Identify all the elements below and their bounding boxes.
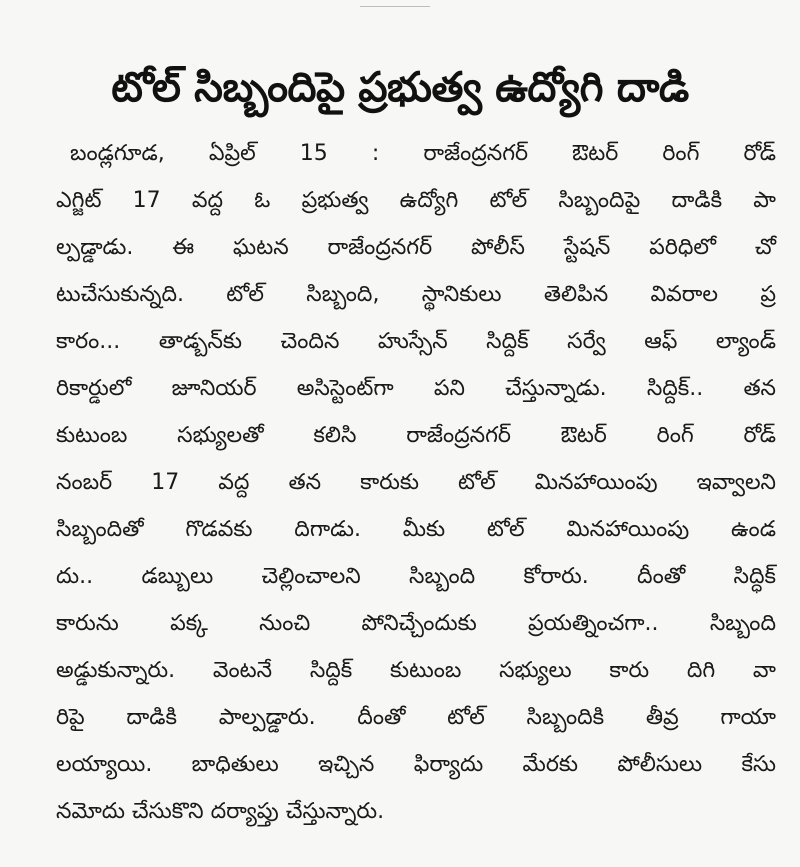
body-line: టుచేసుకున్నది. టోల్ సిబ్బంది, స్థానికులు తెలిపిన వివరాల ప్ర xyxy=(56,282,776,307)
body-line: కారును పక్క నుంచి పోనిచ్చేందుకు ప్రయత్నించగా.. సిబ్బంది xyxy=(56,611,776,636)
article-body xyxy=(56,130,776,835)
body-line: నంబర్ 17 వద్ద తన కారుకు టోల్ మినహాయింపు ఇవ్వాలని xyxy=(56,470,776,495)
body-line: రిపై దాడికి పాల్పడ్డారు. దీంతో టోల్ సిబ్బందికి తీవ్ర గాయా xyxy=(56,705,776,730)
body-line: అడ్డుకున్నారు. వెంటనే సిద్దిక్ కుటుంబ సభ్యులు కారు దిగి వా xyxy=(56,658,776,683)
body-line: సిబ్బందితో గొడవకు దిగాడు. మీకు టోల్ మినహాయింపు ఉండ xyxy=(56,517,776,542)
body-line: కుటుంబ సభ్యులతో కలిసి రాజేంద్రనగర్ ఔటర్ రింగ్ రోడ్ xyxy=(56,423,776,448)
body-line: నమోదు చేసుకొని దర్యాప్తు చేస్తున్నారు. xyxy=(56,799,385,824)
body-line: ఎగ్జిట్ 17 వద్ద ఓ ప్రభుత్వ ఉద్యోగి టోల్ సిబ్బందిపై దాడికి పా xyxy=(56,188,776,213)
clipping-edge xyxy=(360,0,430,7)
body-line: దు.. డబ్బులు చెల్లించాలని సిబ్బంది కోరారు. దీంతో సిద్ధిక్ xyxy=(56,564,776,589)
body-line: లయ్యాయి. బాధితులు ఇచ్చిన ఫిర్యాదు మేరకు పోలీసులు కేసు xyxy=(56,752,776,777)
article-headline: టోల్ సిబ్బందిపై ప్రభుత్వ ఉద్యోగి దాడి xyxy=(111,63,689,112)
body-line: రికార్డులో జూనియర్ అసిస్టెంట్‌గా పని చేస్తున్నాడు. సిద్దిక్.. తన xyxy=(56,376,776,401)
body-line: ల్పడ్డాడు. ఈ ఘటన రాజేంద్రనగర్ పోలీస్ స్టేషన్ పరిధిలో చో xyxy=(56,235,776,260)
body-line: కారం... తాడ్బన్‌కు చెందిన హుస్సేన్ సిద్దిక్ సర్వే ఆఫ్ ల్యాండ్ xyxy=(56,329,776,354)
body-line: బండ్లగూడ, ఏప్రిల్ 15 : రాజేంద్రనగర్ ఔటర్ రింగ్ రోడ్ xyxy=(70,141,776,166)
